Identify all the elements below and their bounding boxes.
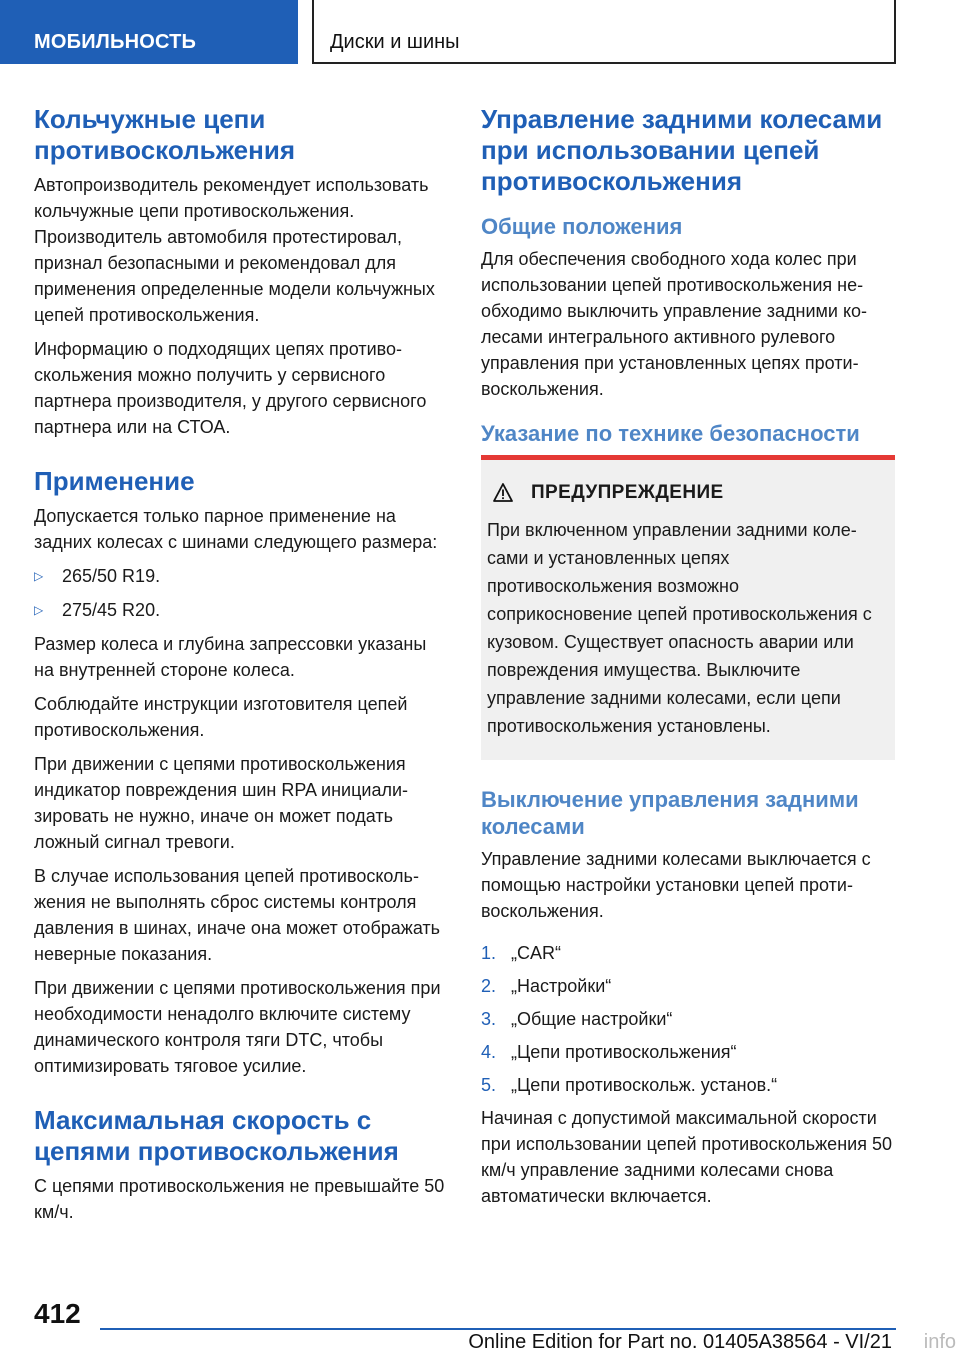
paragraph: С цепями противоскольжения не превышайте 50 км/ч.: [34, 1176, 445, 1222]
page-number: 412: [34, 1298, 81, 1329]
header-chapter: Диски и шины: [312, 0, 896, 64]
list-item: [481, 1039, 895, 1065]
step-number: 3.: [481, 1009, 497, 1029]
paragraph: Информацию о подходящих цепях противоскольжения можно получить у сервисного партнера производителя, у другого сервисного партнера или на СТОА.: [34, 339, 427, 437]
list-item: [481, 940, 895, 966]
list-item: [481, 1072, 895, 1098]
subheading-disable: Выключение управления задними колесами: [481, 787, 859, 839]
warning-triangle-icon: [493, 483, 513, 503]
subheading-safety: Указание по технике безопасности: [481, 421, 860, 446]
paragraph: При движении с цепями противоскольжения при необходимости ненадолго включите систему динамического контроля тяги DTC, чтобы оптимизировать тяговое усилие.: [34, 978, 441, 1076]
header-section: МОБИЛЬНОСТЬ: [0, 0, 298, 64]
footer-divider: [100, 1328, 896, 1330]
step-number: 4.: [481, 1042, 497, 1062]
list-item-text: 275/45 R20.: [62, 600, 161, 620]
paragraph: Для обеспечения свободного хода колес при использовании цепей противоскольжения необходимо выключить управление задними колесами интегрального активного рулевого управления при установленных цепях противоскольжения.: [481, 249, 868, 399]
paragraph: При движении с цепями противоскольжения индикатор повреждения шин RPA инициализировать не нужно, иначе он может подать ложный сигнал тревоги.: [34, 754, 409, 852]
heading-max-speed: Максимальная скорость с цепями противоскольжения: [34, 1105, 399, 1166]
paragraph: В случае использования цепей противоскольжения не выполнять сброс системы контроля давления в шинах, иначе она может отображать неверные показания.: [34, 866, 441, 964]
list-item: [481, 1006, 895, 1032]
list-item-text: 265/50 R19.: [62, 566, 161, 586]
list-item: [34, 563, 446, 589]
subheading-general: Общие положения: [481, 214, 683, 239]
list-item: [34, 597, 446, 623]
heading-snow-chains: Кольчужные цепи противоскольжения: [34, 104, 295, 165]
paragraph: Размер колеса и глубина запрессовки указаны на внутренней стороне колеса.: [34, 634, 427, 680]
footer-edition: Online Edition for Part no. 01405A38564 - VI/21: [468, 1331, 892, 1353]
paragraph: Соблюдайте инструкции изготовителя цепей противоскольжения.: [34, 694, 408, 740]
paragraph: Автопроизводитель рекомендует использовать кольчужные цепи противоскольжения. Производитель автомобиля протестировал, признал безопасными и рекомендовал для применения определенные модели кольчужных цепей противоскольжения.: [34, 175, 435, 325]
list-item: [481, 973, 895, 999]
step-number: 2.: [481, 976, 497, 996]
right-column: [481, 104, 895, 1217]
heading-rear-steering: Управление задними колесами при использовании цепей противоскольжения: [481, 104, 883, 196]
paragraph: Начиная с допустимой максимальной скорости при использовании цепей противоскольжения 50 км/ч управление задними колесами снова автоматически включается.: [481, 1108, 892, 1206]
step-text: „Настройки“: [511, 976, 612, 996]
step-text: „Цепи противоскольж. установ.“: [511, 1075, 778, 1095]
paragraph: Допускается только парное применение на задних колесах с шинами следующего размера:: [34, 506, 438, 552]
step-text: „Общие настройки“: [511, 1009, 673, 1029]
warning-title: ПРЕДУПРЕЖДЕНИЕ: [531, 482, 724, 503]
left-column: [34, 104, 446, 1233]
heading-usage: Применение: [34, 466, 195, 496]
watermark: info: [923, 1331, 956, 1353]
step-number: 5.: [481, 1075, 497, 1095]
triangle-bullet-icon: ▷: [34, 603, 44, 617]
step-number: 1.: [481, 943, 497, 963]
step-text: „Цепи противоскольжения“: [511, 1042, 737, 1062]
paragraph: Управление задними колесами выключается с помощью настройки установки цепей противоскольжения.: [481, 849, 871, 921]
warning-text: При включенном управлении задними колесами и установленных цепях противоскольжения возможно соприкосновение цепей противоскольжения с кузовом. Существует опасность аварии или повреждения имущества. Выключите управление задними колесами, если цепи противоскольжения установлены.: [487, 520, 872, 736]
triangle-bullet-icon: ▷: [34, 569, 44, 583]
warning-header: [487, 482, 887, 504]
step-text: „CAR“: [511, 943, 561, 963]
warning-box: [481, 455, 895, 760]
